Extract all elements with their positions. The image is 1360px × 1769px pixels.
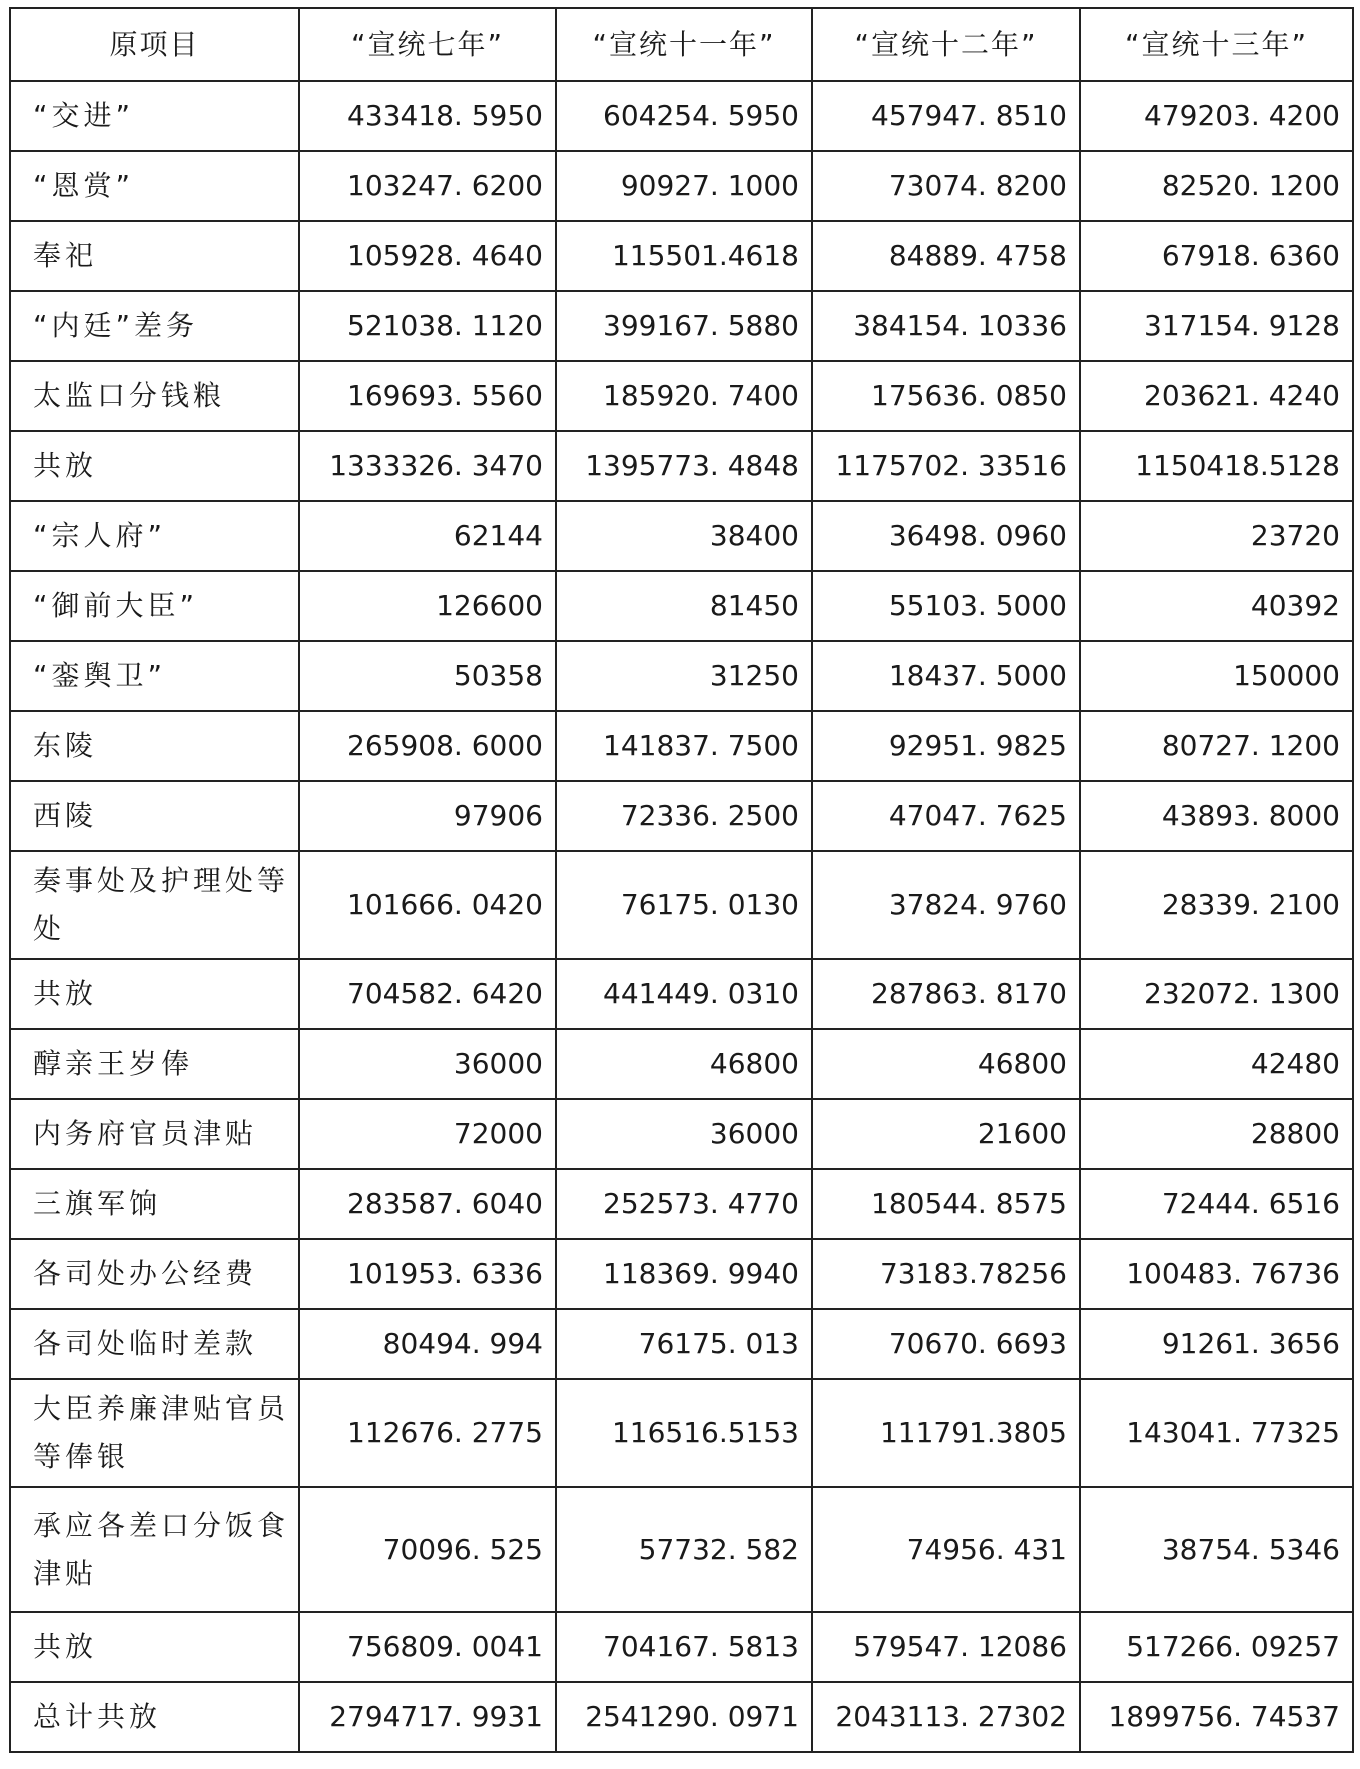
row-value: 72336. 2500: [556, 781, 812, 851]
row-value: 72444. 6516: [1080, 1169, 1353, 1239]
row-value: 604254. 5950: [556, 81, 812, 151]
row-value: 517266. 09257: [1080, 1612, 1353, 1682]
row-value: 704167. 5813: [556, 1612, 812, 1682]
row-value: 1150418.5128: [1080, 431, 1353, 501]
row-value: 91261. 3656: [1080, 1309, 1353, 1379]
row-value: 18437. 5000: [812, 641, 1080, 711]
table-row: [10, 1487, 1353, 1612]
table-row: [10, 81, 1353, 151]
expenditure-table: [9, 7, 1354, 1753]
row-label: “内廷”差务: [10, 291, 299, 361]
table-row: [10, 1239, 1353, 1309]
row-value: 283587. 6040: [299, 1169, 556, 1239]
row-value: 50358: [299, 641, 556, 711]
row-value: 37824. 9760: [812, 851, 1080, 959]
row-value: 479203. 4200: [1080, 81, 1353, 151]
row-value: 100483. 76736: [1080, 1239, 1353, 1309]
row-value: 23720: [1080, 501, 1353, 571]
header-year-11: “宣统十一年”: [556, 8, 812, 81]
row-value: 76175. 013: [556, 1309, 812, 1379]
row-value: 76175. 0130: [556, 851, 812, 959]
row-value: 97906: [299, 781, 556, 851]
row-value: 232072. 1300: [1080, 959, 1353, 1029]
row-value: 252573. 4770: [556, 1169, 812, 1239]
row-label: “御前大臣”: [10, 571, 299, 641]
row-value: 73183.78256: [812, 1239, 1080, 1309]
row-value: 57732. 582: [556, 1487, 812, 1612]
table-row: [10, 361, 1353, 431]
row-label: 共放: [10, 431, 299, 501]
row-value: 46800: [812, 1029, 1080, 1099]
row-value: 1175702. 33516: [812, 431, 1080, 501]
row-value: 180544. 8575: [812, 1169, 1080, 1239]
row-value: 47047. 7625: [812, 781, 1080, 851]
row-value: 2043113. 27302: [812, 1682, 1080, 1752]
row-label: 西陵: [10, 781, 299, 851]
table-row: [10, 1099, 1353, 1169]
row-value: 169693. 5560: [299, 361, 556, 431]
row-value: 73074. 8200: [812, 151, 1080, 221]
row-value: 116516.5153: [556, 1379, 812, 1487]
table-row: [10, 1682, 1353, 1752]
row-value: 143041. 77325: [1080, 1379, 1353, 1487]
row-value: 2794717. 9931: [299, 1682, 556, 1752]
row-label: 各司处临时差款: [10, 1309, 299, 1379]
row-value: 84889. 4758: [812, 221, 1080, 291]
row-value: 42480: [1080, 1029, 1353, 1099]
row-value: 399167. 5880: [556, 291, 812, 361]
row-value: 141837. 7500: [556, 711, 812, 781]
row-value: 28339. 2100: [1080, 851, 1353, 959]
row-value: 433418. 5950: [299, 81, 556, 151]
row-value: 62144: [299, 501, 556, 571]
row-value: 175636. 0850: [812, 361, 1080, 431]
table-row: [10, 1029, 1353, 1099]
table-row: [10, 641, 1353, 711]
header-year-7: “宣统七年”: [299, 8, 556, 81]
row-value: 112676. 2775: [299, 1379, 556, 1487]
row-value: 43893. 8000: [1080, 781, 1353, 851]
expenditure-table-container: [9, 7, 1354, 1753]
row-value: 40392: [1080, 571, 1353, 641]
table-body: [10, 81, 1353, 1752]
row-value: 74956. 431: [812, 1487, 1080, 1612]
row-value: 31250: [556, 641, 812, 711]
row-label: 共放: [10, 1612, 299, 1682]
row-label: 内务府官员津贴: [10, 1099, 299, 1169]
table-row: [10, 221, 1353, 291]
table-row: [10, 571, 1353, 641]
row-value: 36498. 0960: [812, 501, 1080, 571]
row-label: 太监口分钱粮: [10, 361, 299, 431]
row-value: 90927. 1000: [556, 151, 812, 221]
row-label: “交进”: [10, 81, 299, 151]
row-value: 1395773. 4848: [556, 431, 812, 501]
table-row: [10, 431, 1353, 501]
row-label: “恩赏”: [10, 151, 299, 221]
row-value: 101666. 0420: [299, 851, 556, 959]
row-value: 105928. 4640: [299, 221, 556, 291]
row-value: 55103. 5000: [812, 571, 1080, 641]
row-value: 521038. 1120: [299, 291, 556, 361]
table-row: [10, 1379, 1353, 1487]
row-value: 457947. 8510: [812, 81, 1080, 151]
row-value: 46800: [556, 1029, 812, 1099]
row-label: 奉祀: [10, 221, 299, 291]
row-value: 101953. 6336: [299, 1239, 556, 1309]
row-value: 36000: [556, 1099, 812, 1169]
table-row: [10, 291, 1353, 361]
row-value: 80494. 994: [299, 1309, 556, 1379]
table-row: [10, 1309, 1353, 1379]
row-value: 72000: [299, 1099, 556, 1169]
table-row: [10, 1169, 1353, 1239]
row-value: 1333326. 3470: [299, 431, 556, 501]
table-row: [10, 151, 1353, 221]
row-value: 115501.4618: [556, 221, 812, 291]
header-year-13: “宣统十三年”: [1080, 8, 1353, 81]
row-label: 各司处办公经费: [10, 1239, 299, 1309]
row-label: 三旗军饷: [10, 1169, 299, 1239]
row-value: 92951. 9825: [812, 711, 1080, 781]
row-value: 38754. 5346: [1080, 1487, 1353, 1612]
row-value: 704582. 6420: [299, 959, 556, 1029]
row-value: 82520. 1200: [1080, 151, 1353, 221]
table-row: [10, 501, 1353, 571]
row-value: 2541290. 0971: [556, 1682, 812, 1752]
row-value: 21600: [812, 1099, 1080, 1169]
row-value: 1899756. 74537: [1080, 1682, 1353, 1752]
row-value: 67918. 6360: [1080, 221, 1353, 291]
row-value: 70670. 6693: [812, 1309, 1080, 1379]
header-year-12: “宣统十二年”: [812, 8, 1080, 81]
row-label: 大臣养廉津贴官员等俸银: [10, 1379, 299, 1487]
row-value: 185920. 7400: [556, 361, 812, 431]
row-label: 总计共放: [10, 1682, 299, 1752]
row-value: 70096. 525: [299, 1487, 556, 1612]
row-value: 287863. 8170: [812, 959, 1080, 1029]
row-label: 承应各差口分饭食津贴: [10, 1487, 299, 1612]
row-value: 756809. 0041: [299, 1612, 556, 1682]
row-label: 东陵: [10, 711, 299, 781]
row-label: “銮舆卫”: [10, 641, 299, 711]
row-value: 111791.3805: [812, 1379, 1080, 1487]
row-value: 38400: [556, 501, 812, 571]
row-label: 共放: [10, 959, 299, 1029]
row-value: 150000: [1080, 641, 1353, 711]
row-value: 36000: [299, 1029, 556, 1099]
row-value: 103247. 6200: [299, 151, 556, 221]
row-value: 81450: [556, 571, 812, 641]
header-row: [10, 8, 1353, 81]
row-value: 126600: [299, 571, 556, 641]
row-value: 203621. 4240: [1080, 361, 1353, 431]
row-value: 28800: [1080, 1099, 1353, 1169]
table-row: [10, 959, 1353, 1029]
row-value: 384154. 10336: [812, 291, 1080, 361]
row-value: 118369. 9940: [556, 1239, 812, 1309]
row-value: 317154. 9128: [1080, 291, 1353, 361]
row-label: 奏事处及护理处等处: [10, 851, 299, 959]
header-item: 原项目: [10, 8, 299, 81]
table-row: [10, 711, 1353, 781]
row-value: 441449. 0310: [556, 959, 812, 1029]
table-row: [10, 1612, 1353, 1682]
row-label: “宗人府”: [10, 501, 299, 571]
table-row: [10, 851, 1353, 959]
row-value: 80727. 1200: [1080, 711, 1353, 781]
row-label: 醇亲王岁俸: [10, 1029, 299, 1099]
table-row: [10, 781, 1353, 851]
row-value: 579547. 12086: [812, 1612, 1080, 1682]
row-value: 265908. 6000: [299, 711, 556, 781]
